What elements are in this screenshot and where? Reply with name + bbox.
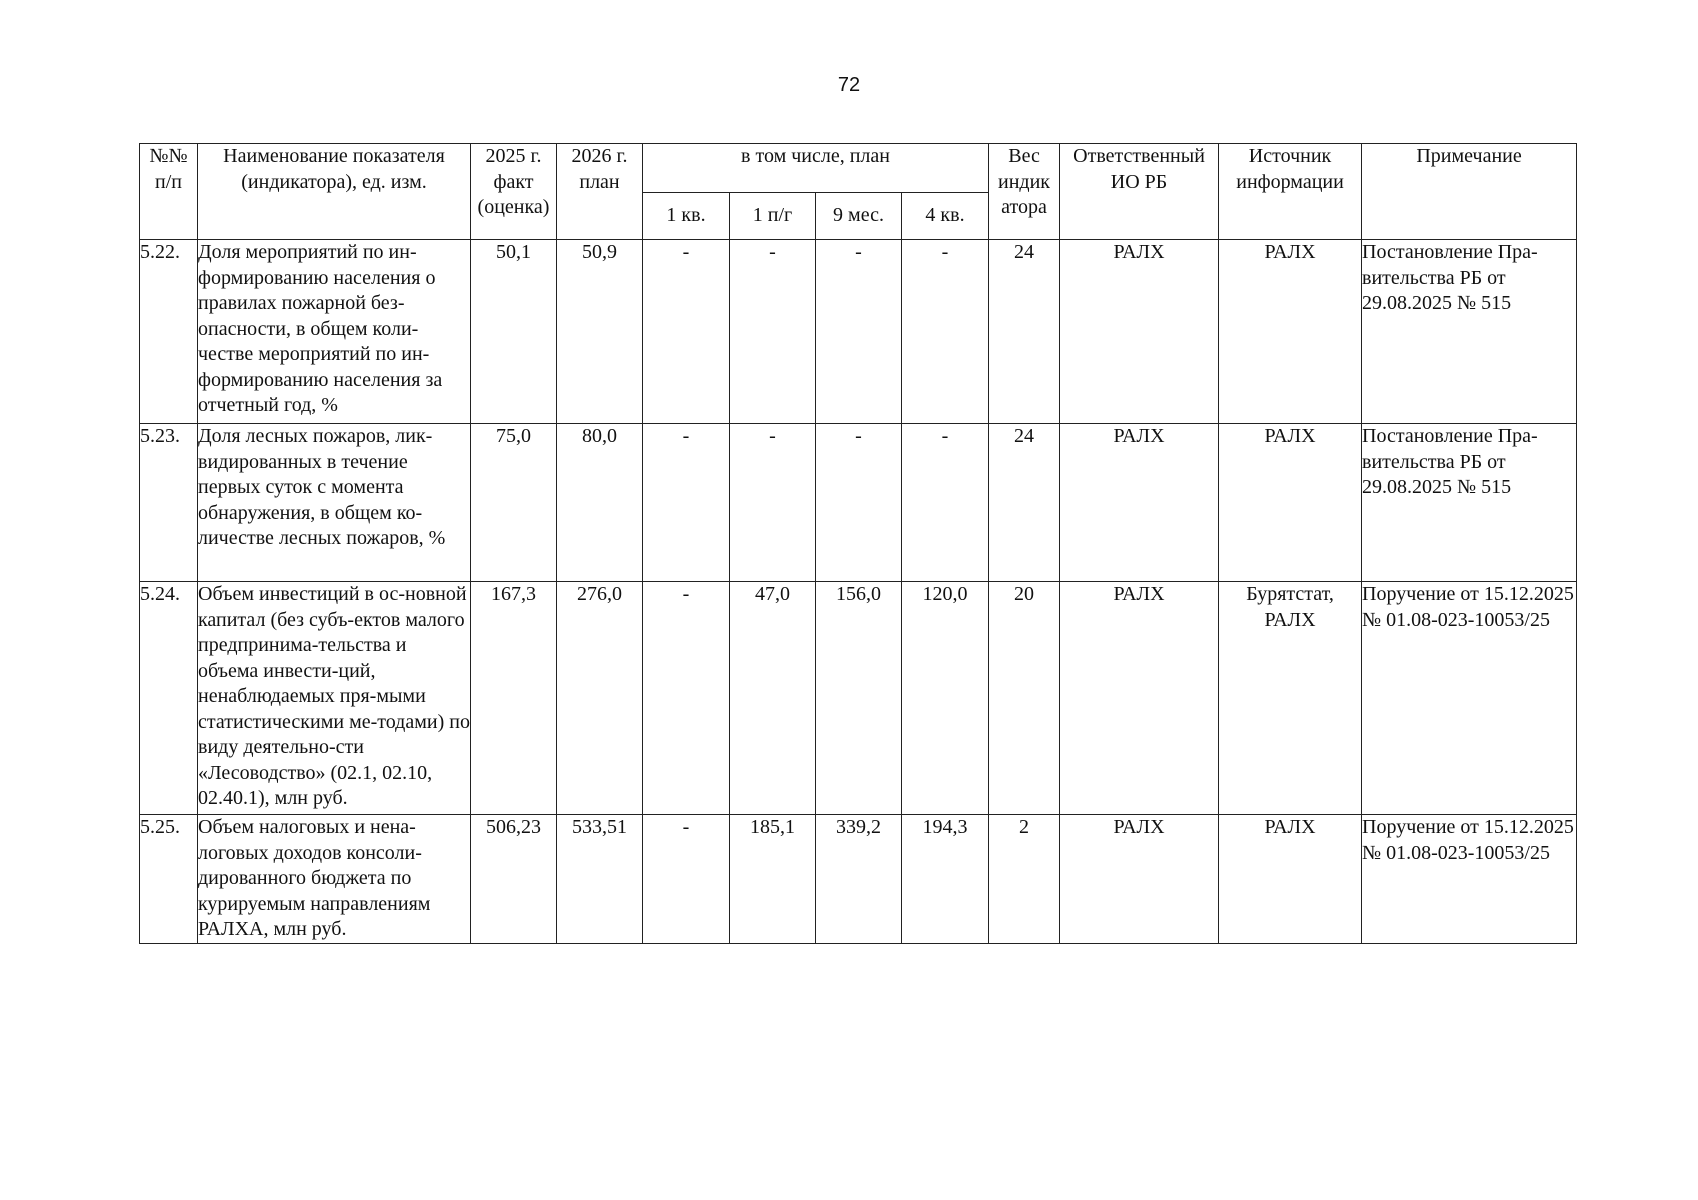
q1-value: - — [643, 582, 730, 815]
row-number: 5.22. — [140, 240, 198, 424]
header-name-label: Наименование показателя (индикатора), ед. изм. — [223, 145, 445, 193]
plan-2026-value: 533,51 — [557, 815, 643, 944]
note-value: Постановление Пра-вительства РБ от 29.08.2025 № 515 — [1362, 424, 1577, 582]
9m-value: 156,0 — [816, 582, 902, 815]
table-row — [140, 240, 1577, 424]
row-number: 5.24. — [140, 582, 198, 815]
indicator-name: Объем налоговых и нена-логовых доходов консоли-дированного бюджета по курируемым направлениям РАЛХА, млн руб. — [198, 815, 471, 944]
header-num — [140, 144, 198, 240]
note-value: Поручение от 15.12.2025 № 01.08-023-10053/25 — [1362, 815, 1577, 944]
weight-value: 24 — [989, 424, 1060, 582]
q4-value: 120,0 — [902, 582, 989, 815]
header-note — [1362, 144, 1577, 240]
weight-value: 2 — [989, 815, 1060, 944]
header-q1: 1 кв. — [643, 193, 730, 240]
header-including-plan — [643, 144, 989, 193]
header-plan-2026 — [557, 144, 643, 240]
header-9m: 9 мес. — [816, 193, 902, 240]
row-number: 5.25. — [140, 815, 198, 944]
header-source — [1219, 144, 1362, 240]
header-weight-label: Вес индик атора — [998, 145, 1051, 218]
row-number: 5.23. — [140, 424, 198, 582]
header-source-label: Источник информации — [1236, 145, 1344, 193]
indicators-table — [139, 143, 1577, 944]
header-responsible-label: Ответственный ИО РБ — [1073, 145, 1205, 193]
q4-value: - — [902, 424, 989, 582]
plan-2026-value: 80,0 — [557, 424, 643, 582]
h1-value: - — [730, 240, 816, 424]
indicator-name: Объем инвестиций в ос-новной капитал (без субъ-ектов малого предпринима-тельства и объема инвести-ций, ненаблюдаемых пря-мыми статистическими ме-тодами) по виду деятельно-сти «Лесоводство» (02.1, 02.10, 02.40.1), млн руб. — [198, 582, 471, 815]
source-value: РАЛХ — [1219, 240, 1362, 424]
weight-value: 24 — [989, 240, 1060, 424]
table-row — [140, 815, 1577, 944]
h1-value: 185,1 — [730, 815, 816, 944]
header-h1: 1 п/г — [730, 193, 816, 240]
q1-value: - — [643, 815, 730, 944]
weight-value: 20 — [989, 582, 1060, 815]
indicator-name: Доля лесных пожаров, лик-видированных в течение первых суток с момента обнаружения, в общем ко-личестве лесных пожаров, % — [198, 424, 471, 582]
table-row — [140, 582, 1577, 815]
header-plan-2026-label: 2026 г. план — [571, 145, 628, 193]
table-body — [140, 240, 1577, 944]
header-name — [198, 144, 471, 240]
header-fact-2025 — [471, 144, 557, 240]
header-q4: 4 кв. — [902, 193, 989, 240]
header-fact-2025-label: 2025 г. факт (оценка) — [477, 145, 550, 218]
fact-2025-value: 167,3 — [471, 582, 557, 815]
note-value: Поручение от 15.12.2025 № 01.08-023-10053/25 — [1362, 582, 1577, 815]
plan-2026-value: 50,9 — [557, 240, 643, 424]
9m-value: 339,2 — [816, 815, 902, 944]
header-note-label: Примечание — [1416, 145, 1522, 167]
q4-value: 194,3 — [902, 815, 989, 944]
responsible-value: РАЛХ — [1060, 424, 1219, 582]
header-num-label: №№ п/п — [149, 145, 188, 193]
source-value: Бурятстат, РАЛХ — [1219, 582, 1362, 815]
table-header — [140, 144, 1577, 240]
responsible-value: РАЛХ — [1060, 240, 1219, 424]
q1-value: - — [643, 240, 730, 424]
header-weight — [989, 144, 1060, 240]
fact-2025-value: 506,23 — [471, 815, 557, 944]
responsible-value: РАЛХ — [1060, 815, 1219, 944]
header-responsible — [1060, 144, 1219, 240]
header-including-plan-label: в том числе, план — [741, 145, 890, 167]
9m-value: - — [816, 240, 902, 424]
h1-value: - — [730, 424, 816, 582]
plan-2026-value: 276,0 — [557, 582, 643, 815]
fact-2025-value: 50,1 — [471, 240, 557, 424]
q4-value: - — [902, 240, 989, 424]
fact-2025-value: 75,0 — [471, 424, 557, 582]
note-value: Постановление Пра-вительства РБ от 29.08.2025 № 515 — [1362, 240, 1577, 424]
indicator-name: Доля мероприятий по ин-формированию населения о правилах пожарной без-опасности, в общем коли-честве мероприятий по ин-формированию населения за отчетный год, % — [198, 240, 471, 424]
9m-value: - — [816, 424, 902, 582]
page-number: 72 — [837, 74, 861, 96]
responsible-value: РАЛХ — [1060, 582, 1219, 815]
source-value: РАЛХ — [1219, 424, 1362, 582]
table-row — [140, 424, 1577, 582]
source-value: РАЛХ — [1219, 815, 1362, 944]
h1-value: 47,0 — [730, 582, 816, 815]
q1-value: - — [643, 424, 730, 582]
